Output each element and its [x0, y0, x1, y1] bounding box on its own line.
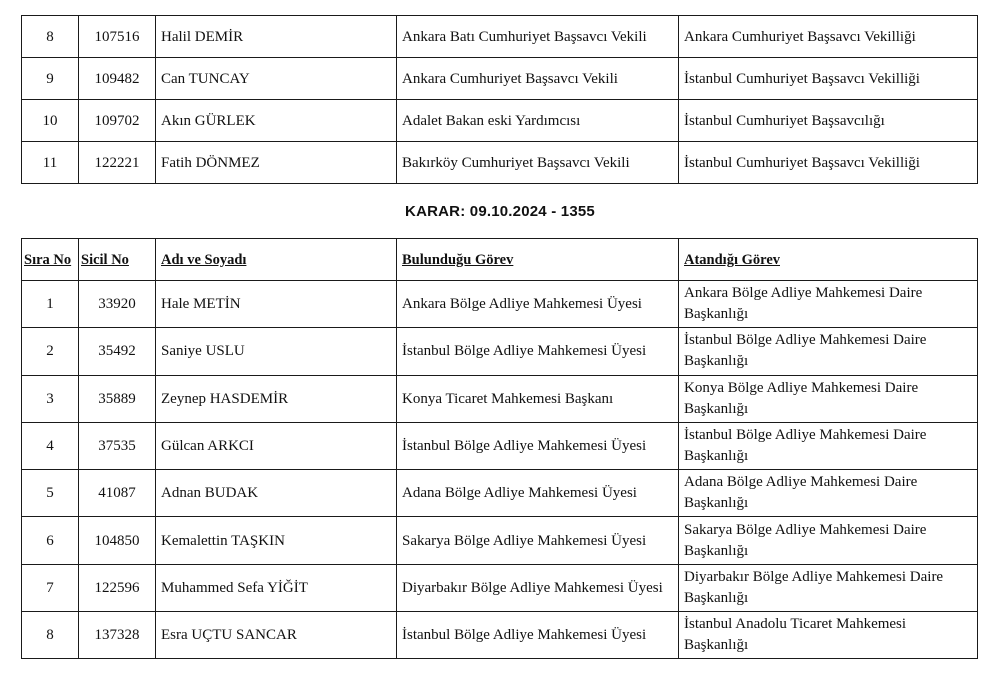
table-row [22, 470, 978, 517]
cell-sira-no: 10 [22, 100, 79, 142]
cell-assigned-position: İstanbul Cumhuriyet Başsavcı Vekilliği [679, 142, 978, 184]
cell-name: Kemalettin TAŞKIN [156, 517, 397, 564]
cell-assigned-position [679, 422, 978, 469]
cell-sicil-no: 107516 [79, 16, 156, 58]
cell-assigned-position [679, 328, 978, 375]
cell-current-position: Konya Ticaret Mahkemesi Başkanı [397, 375, 679, 422]
cell-current-position: Adalet Bakan eski Yardımcısı [397, 100, 679, 142]
assigned-line-2: Başkanlığı [684, 400, 749, 417]
table-row [22, 16, 978, 58]
cell-sicil-no: 122221 [79, 142, 156, 184]
top-appointments-table [21, 15, 978, 184]
cell-name: Adnan BUDAK [156, 470, 397, 517]
assigned-line-2: Başkanlığı [684, 542, 749, 559]
cell-sira-no: 1 [22, 281, 79, 328]
cell-sicil-no: 41087 [79, 470, 156, 517]
cell-name: Muhammed Sefa YİĞİT [156, 564, 397, 611]
assigned-line-1: Diyarbakır Bölge Adliye Mahkemesi Daire [684, 568, 944, 585]
cell-name: Esra UÇTU SANCAR [156, 612, 397, 659]
cell-assigned-position [679, 612, 978, 659]
table-header-row [22, 239, 978, 281]
cell-sira-no: 9 [22, 58, 79, 100]
main-appointments-table [21, 238, 978, 659]
cell-assigned-position: Ankara Cumhuriyet Başsavcı Vekilliği [679, 16, 978, 58]
cell-sira-no: 8 [22, 612, 79, 659]
assigned-line-1: Sakarya Bölge Adliye Mahkemesi Daire [684, 521, 927, 538]
cell-name: Halil DEMİR [156, 16, 397, 58]
cell-sira-no: 6 [22, 517, 79, 564]
cell-assigned-position [679, 470, 978, 517]
cell-current-position: Diyarbakır Bölge Adliye Mahkemesi Üyesi [397, 564, 679, 611]
cell-sicil-no: 109702 [79, 100, 156, 142]
assigned-line-2: Başkanlığı [684, 589, 749, 606]
table-row [22, 422, 978, 469]
header-sira-no: Sıra No [22, 239, 79, 281]
cell-sira-no: 8 [22, 16, 79, 58]
table-row [22, 517, 978, 564]
cell-sicil-no: 109482 [79, 58, 156, 100]
cell-assigned-position [679, 564, 978, 611]
header-sicil-no: Sicil No [79, 239, 156, 281]
assigned-line-2: Başkanlığı [684, 306, 749, 323]
cell-sira-no: 7 [22, 564, 79, 611]
table-row [22, 100, 978, 142]
cell-current-position: Ankara Cumhuriyet Başsavcı Vekili [397, 58, 679, 100]
cell-name: Gülcan ARKCI [156, 422, 397, 469]
header-name: Adı ve Soyadı [156, 239, 397, 281]
cell-current-position: Sakarya Bölge Adliye Mahkemesi Üyesi [397, 517, 679, 564]
cell-current-position: Ankara Bölge Adliye Mahkemesi Üyesi [397, 281, 679, 328]
cell-sicil-no: 33920 [79, 281, 156, 328]
cell-name: Akın GÜRLEK [156, 100, 397, 142]
cell-sicil-no: 37535 [79, 422, 156, 469]
table-row [22, 281, 978, 328]
cell-assigned-position: İstanbul Cumhuriyet Başsavcı Vekilliği [679, 58, 978, 100]
assigned-line-1: İstanbul Bölge Adliye Mahkemesi Daire [684, 427, 927, 444]
cell-current-position: İstanbul Bölge Adliye Mahkemesi Üyesi [397, 328, 679, 375]
table-row [22, 328, 978, 375]
cell-sicil-no: 104850 [79, 517, 156, 564]
assigned-line-2: Başkanlığı [684, 637, 749, 654]
cell-name: Saniye USLU [156, 328, 397, 375]
cell-sicil-no: 35492 [79, 328, 156, 375]
cell-sira-no: 3 [22, 375, 79, 422]
cell-sicil-no: 122596 [79, 564, 156, 611]
assigned-line-1: İstanbul Anadolu Ticaret Mahkemesi [684, 616, 907, 633]
cell-current-position: İstanbul Bölge Adliye Mahkemesi Üyesi [397, 612, 679, 659]
cell-sira-no: 5 [22, 470, 79, 517]
cell-name: Fatih DÖNMEZ [156, 142, 397, 184]
assigned-line-2: Başkanlığı [684, 448, 749, 465]
table-row [22, 58, 978, 100]
table-row [22, 375, 978, 422]
cell-name: Zeynep HASDEMİR [156, 375, 397, 422]
table-row [22, 612, 978, 659]
assigned-line-2: Başkanlığı [684, 353, 749, 370]
cell-sicil-no: 35889 [79, 375, 156, 422]
cell-current-position: İstanbul Bölge Adliye Mahkemesi Üyesi [397, 422, 679, 469]
cell-current-position: Ankara Batı Cumhuriyet Başsavcı Vekili [397, 16, 679, 58]
cell-current-position: Adana Bölge Adliye Mahkemesi Üyesi [397, 470, 679, 517]
cell-name: Can TUNCAY [156, 58, 397, 100]
cell-assigned-position [679, 281, 978, 328]
cell-sira-no: 11 [22, 142, 79, 184]
assigned-line-1: Adana Bölge Adliye Mahkemesi Daire [684, 474, 918, 491]
cell-sicil-no: 137328 [79, 612, 156, 659]
header-current-position: Bulunduğu Görev [397, 239, 679, 281]
table-row [22, 142, 978, 184]
cell-sira-no: 2 [22, 328, 79, 375]
decision-title: KARAR: 09.10.2024 - 1355 [405, 203, 595, 220]
assigned-line-2: Başkanlığı [684, 495, 749, 512]
cell-name: Hale METİN [156, 281, 397, 328]
cell-current-position: Bakırköy Cumhuriyet Başsavcı Vekili [397, 142, 679, 184]
cell-sira-no: 4 [22, 422, 79, 469]
table-row [22, 564, 978, 611]
assigned-line-1: Ankara Bölge Adliye Mahkemesi Daire [684, 285, 923, 302]
cell-assigned-position [679, 517, 978, 564]
cell-assigned-position [679, 375, 978, 422]
assigned-line-1: İstanbul Bölge Adliye Mahkemesi Daire [684, 332, 927, 349]
header-assigned-position: Atandığı Görev [679, 239, 978, 281]
assigned-line-1: Konya Bölge Adliye Mahkemesi Daire [684, 379, 919, 396]
cell-assigned-position: İstanbul Cumhuriyet Başsavcılığı [679, 100, 978, 142]
